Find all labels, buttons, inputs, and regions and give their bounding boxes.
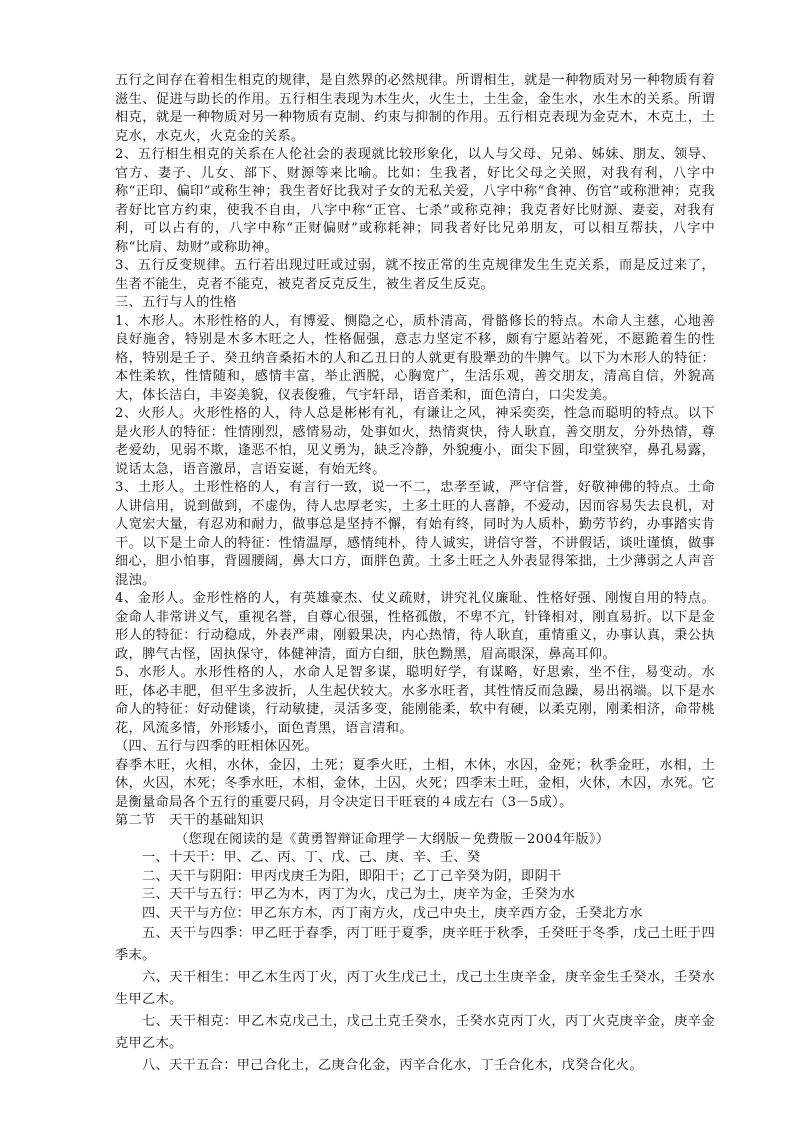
heading-seasons: （四、五行与四季的旺相休囚死。	[115, 739, 319, 754]
paragraph-earth-person: 3、土形人。土形性格的人，有言行一致，说一不二，忠孝至诚，严守信誉，好敬神佛的特点。土命人讲信用，说到做到，不虚伪，待人忠厚老实，土多土旺的人喜静，不爱动，因而容易失去良机，对人宽宏大量，有忍劝和耐力，做事总是坚持不懈，有始有终，同时为人质朴，勤劳节约，办事踏实肯干。以下是土命人的特征：性情温厚，感情纯朴，待人诚实，讲信守誉，不讲假话，谈吐谨慎，做事细心，胆小怕事，背圆腰阔，鼻大口方，面胖色黄。土多土旺之人外表显得笨拙，土少薄弱之人声音混浊。	[115, 480, 715, 588]
list-item: 七、天干相克：甲乙木克戊己土，戊己土克壬癸水，壬癸水克丙丁火，丙丁火克庚辛金，庚辛金克甲乙木。	[115, 1014, 715, 1051]
paragraph-water-person: 5、水形人。水形性格的人，水命人足智多谋，聪明好学，有谋略，好思索，坐不住，易变动。水旺，体必丰肥，但平生多波折，人生起伏较大。水多水旺者，其性情反而急躁，易出祸端。以下是水命人的特征：好动健谈，行动敏捷，灵活多变，能刚能柔，软中有硬，以柔克刚，刚柔相济，命带桃花，风流多情，外形矮小，面色青黑，语言清和。	[115, 665, 715, 736]
list-item: 四、天干与方位：甲乙东方木，丙丁南方火，戊己中央土，庚辛西方金，壬癸北方水	[142, 905, 643, 921]
paragraph-wuxing-reversal: 3、五行反变规律。五行若出现过旺或过弱，就不按正常的生克规律发生生克关系，而是反过来了，生者不能生，克者不能克，被克者反克反生，被生者反生反克。	[115, 258, 715, 292]
heading-wuxing-personality: 三、五行与人的性格	[115, 295, 237, 310]
paragraph-fire-person: 2、火形人。火形性格的人，待人总是彬彬有礼，有谦让之风，神采奕奕，性急而聪明的特点。以下是火形人的特征：性情刚烈，感情易动，处事如火，热情爽快，待人耿直，善交朋友，分外热情，尊老爱幼，见弱不欺，逢恶不怕，见义勇为，缺乏冷静，外貌瘦小，面尖下圆，印堂狭窄，鼻孔易露，说话太急，语音激昂，言语妄诞，有始无终。	[115, 406, 715, 477]
paragraph-wuxing-relations: 2、五行相生相克的关系在人伦社会的表现就比较形象化，以人与父母、兄弟、姊妹、朋友、领导、官方、妻子、儿女、部下、财源等来比喻。比如：生我者，好比父母之关照，对我有利，八字中称“正印、偏印”或称生神；我生者好比我对子女的无私关爱，八字中称“食神、伤官”或称泄神；克我者好比官方约束，使我不自由，八字中称“正官、七杀”或称克神；我克者好比财源、妻妾，对我有利，可以占有的，八字中称“正财偏财”或称耗神；同我者好比兄弟朋友，可以相互帮扶，八字中称“比肩、劫财”或称助神。	[115, 147, 715, 255]
list-item: 三、天干与五行：甲乙为木，丙丁为火，戊己为土，庚辛为金，壬癸为水	[142, 887, 576, 902]
section-title: 第二节 天干的基础知识	[115, 813, 264, 828]
reading-note: （您现在阅读的是《黄勇智辩证命理学－大纲版－免费版－2004年版》）	[175, 831, 610, 847]
list-item: 二、天干与阴阳：甲丙戊庚壬为阳，即阳干；乙丁己辛癸为阴，即阴干	[142, 868, 562, 884]
paragraph-wood-person: 1、木形人。木形性格的人，有博爱、恻隐之心，质朴清高，骨骼修长的特点。木命人主慈，心地善良好施舍，特别是木多木旺之人，性格倔强，意志力坚定不移，颇有宁愿站着死，不愿跪着生的性格，特别是壬子、癸丑纳音桑拓木的人和乙丑日的人就更有股犟劲的牛脾气。以下为木形人的特征：本性柔软，性情随和，感情丰富，举止洒脱，心胸宽广，生活乐观，善交朋友，清高自信，外貌高大，体长洁白，丰姿美貌，仪表俊雅，气宇轩昂，语音柔和，面色清白，口尖发美。	[115, 313, 715, 403]
list-item: 八、天干五合：甲己合化土，乙庚合化金，丙辛合化水，丁壬合化木，戊癸合化火。	[142, 1058, 643, 1073]
paragraph-metal-person: 4、金形人。金形性格的人，有英雄豪杰、仗义疏财，讲究礼仪廉耻、性格好强、刚愎自用的特点。金命人非常讲义气，重视名誉，自尊心很强，性格孤傲，不卑不亢，针锋相对，刚直易折。以下是金形人的特征：行动稳成，外表严肃，刚毅果决，内心热情，待人耿直，重情重义，办事认真，秉公执政，脾气古怪，固执保守，体健神清，面方白细，肤色黝黑，眉高眼深，鼻高耳仰。	[115, 591, 715, 662]
list-item: 一、十天干：甲、乙、丙、丁、戊、己、庚、辛、壬、癸	[142, 850, 481, 865]
paragraph-wuxing-rules: 五行之间存在着相生相克的规律，是自然界的必然规律。所谓相生，就是一种物质对另一种物质有着滋生、促进与助长的作用。五行相生表现为木生火，火生土，土生金，金生水，水生木的关系。所谓相克，就是一种物质对另一种物质有克制、约束与抑制的作用。五行相克表现为金克木，木克土，土克水，水克火，火克金的关系。	[115, 73, 715, 144]
document-page	[115, 72, 715, 1077]
paragraph-seasons: 春季木旺，火相，水休，金囚，土死；夏季火旺，土相，木休，水囚，金死；秋季金旺，水相，土休，火囚，木死；冬季水旺，木相，金休，土囚，火死；四季末土旺，金相，火休，木囚，水死。它是衡量命局各个五行的重要尺码，月令决定日干旺衰的４成左右（3－5成）。	[115, 757, 715, 810]
list-item: 六、天干相生：甲乙木生丙丁火，丙丁火生戊己土，戊己土生庚辛金，庚辛金生壬癸水，壬癸水生甲乙木。	[115, 970, 715, 1007]
list-item: 五、天干与四季：甲乙旺于春季，丙丁旺于夏季，庚辛旺于秋季，壬癸旺于冬季，戊己土旺于四季末。	[115, 926, 715, 963]
